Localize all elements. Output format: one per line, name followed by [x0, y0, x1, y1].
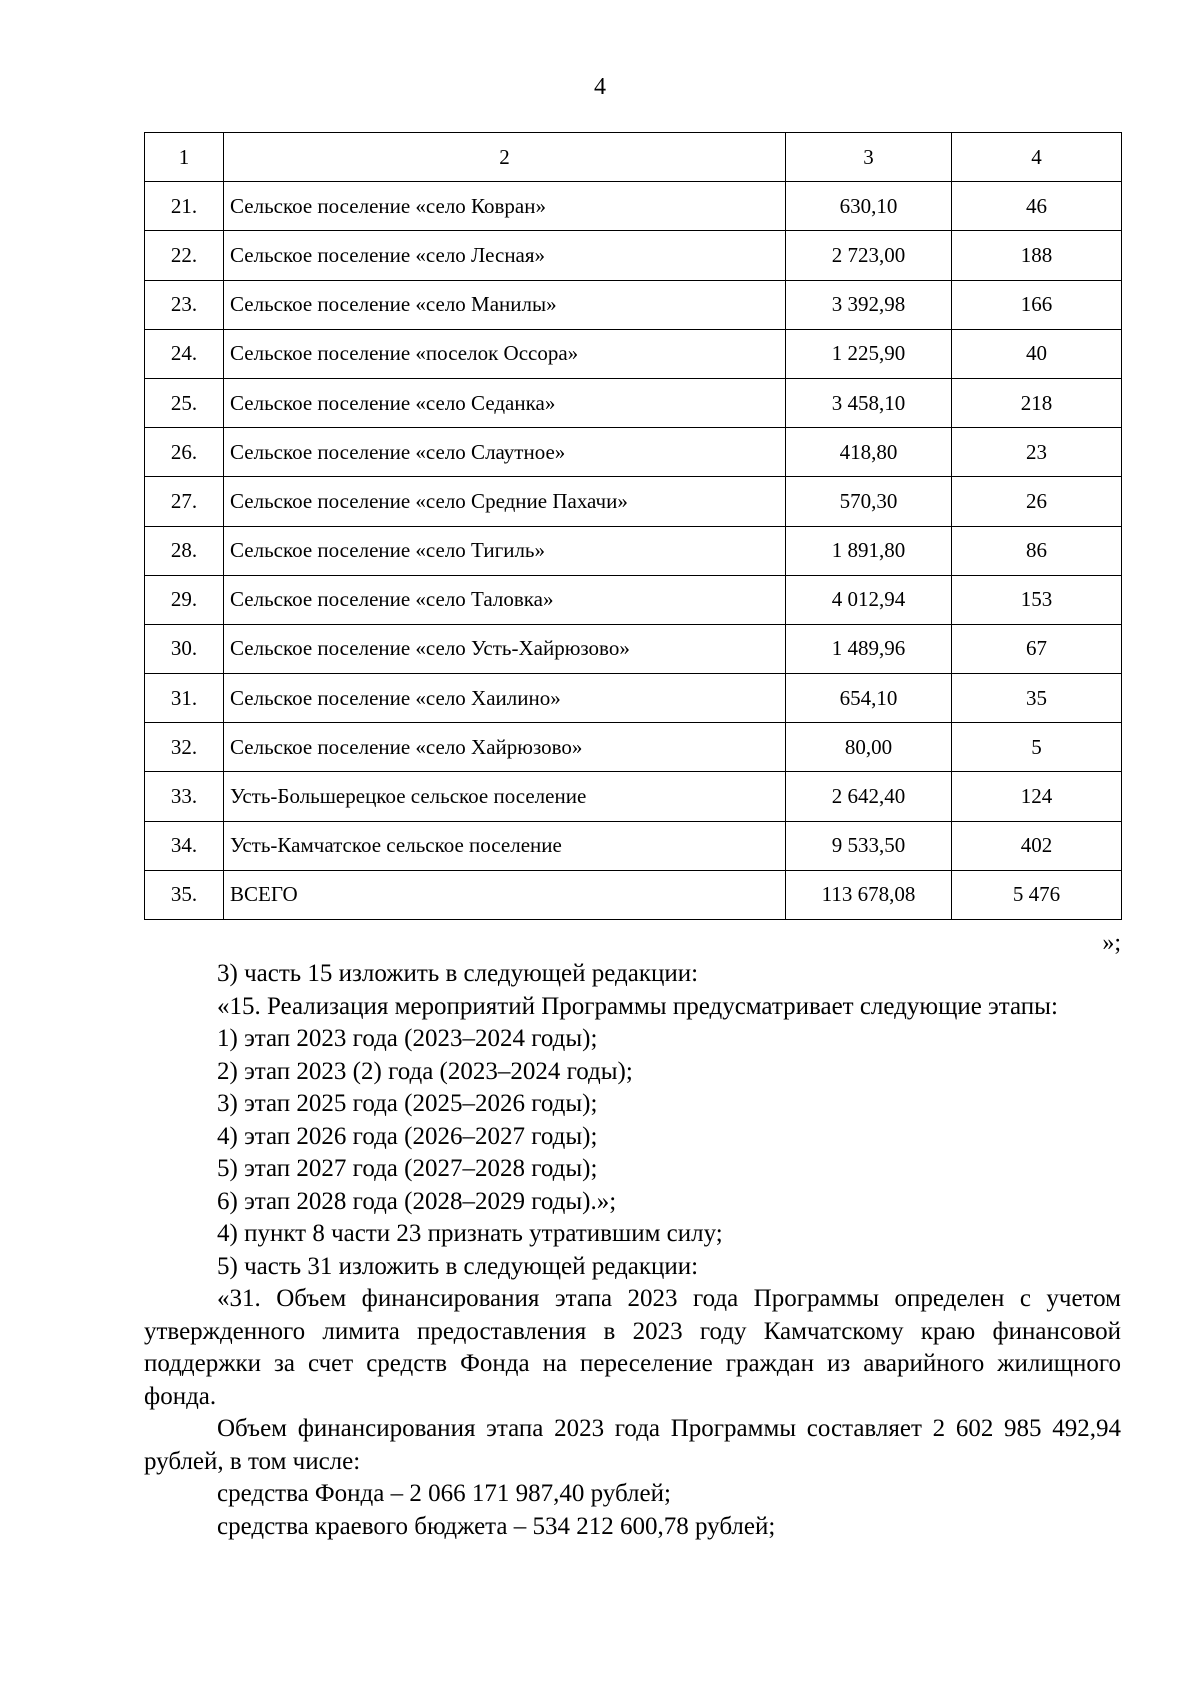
area-value: 80,00 — [786, 723, 952, 772]
area-value: 3 458,10 — [786, 378, 952, 427]
header-col-3: 3 — [786, 133, 952, 182]
area-value: 1 225,90 — [786, 329, 952, 378]
table-row — [145, 428, 1122, 477]
table-row — [145, 575, 1122, 624]
area-value: 570,30 — [786, 477, 952, 526]
people-count: 40 — [952, 329, 1122, 378]
row-number: 23. — [145, 280, 224, 329]
row-number: 24. — [145, 329, 224, 378]
people-count: 5 476 — [952, 870, 1122, 919]
people-count: 23 — [952, 428, 1122, 477]
table-row — [145, 182, 1122, 231]
settlement-name: ВСЕГО — [224, 870, 786, 919]
area-value: 2 642,40 — [786, 772, 952, 821]
people-count: 26 — [952, 477, 1122, 526]
people-count: 5 — [952, 723, 1122, 772]
table-row — [145, 821, 1122, 870]
paragraph-stage-3: 3) этап 2025 года (2025–2026 годы); — [217, 1090, 598, 1117]
settlement-name: Сельское поселение «село Тигиль» — [224, 526, 786, 575]
settlements-table — [144, 132, 1122, 920]
amendment-text — [144, 958, 1121, 1543]
area-value: 113 678,08 — [786, 870, 952, 919]
table-row — [145, 477, 1122, 526]
area-value: 630,10 — [786, 182, 952, 231]
paragraph-fund-amount: средства Фонда – 2 066 171 987,40 рублей; — [217, 1480, 671, 1507]
row-number: 33. — [145, 772, 224, 821]
paragraph-stage-4: 4) этап 2026 года (2026–2027 годы); — [217, 1122, 598, 1150]
people-count: 35 — [952, 674, 1122, 723]
table-row — [145, 231, 1122, 280]
settlement-name: Сельское поселение «село Хаилино» — [224, 674, 786, 723]
area-value: 1 891,80 — [786, 526, 952, 575]
header-col-2: 2 — [224, 133, 786, 182]
settlement-name: Сельское поселение «село Средние Пахачи» — [224, 477, 786, 526]
paragraph-part-31-text: «31. Объем финансирования этапа 2023 года Программы определен с учетом утвержденного лимита предоставления в 2023 году Камчатскому краю финансовой поддержки за счет средств Фонда на переселение граждан из аварийного жилищного фонда. — [144, 1285, 1121, 1410]
settlement-name: Сельское поселение «село Манилы» — [224, 280, 786, 329]
settlement-name: Сельское поселение «село Слаутное» — [224, 428, 786, 477]
people-count: 218 — [952, 378, 1122, 427]
area-value: 1 489,96 — [786, 624, 952, 673]
people-count: 46 — [952, 182, 1122, 231]
people-count: 402 — [952, 821, 1122, 870]
table-row — [145, 723, 1122, 772]
row-number: 27. — [145, 477, 224, 526]
row-number: 26. — [145, 428, 224, 477]
paragraph-part-15-text: «15. Реализация мероприятий Программы предусматривает следующие этапы: — [217, 992, 1058, 1020]
row-number: 25. — [145, 378, 224, 427]
paragraph-part-31-intro: 5) часть 31 изложить в следующей редакции: — [217, 1252, 699, 1280]
table-row — [145, 526, 1122, 575]
settlement-name: Сельское поселение «село Таловка» — [224, 575, 786, 624]
people-count: 86 — [952, 526, 1122, 575]
area-value: 4 012,94 — [786, 575, 952, 624]
area-value: 2 723,00 — [786, 231, 952, 280]
settlement-name: Усть-Камчатское сельское поселение — [224, 821, 786, 870]
paragraph-stage-6: 6) этап 2028 года (2028–2029 годы).»; — [217, 1187, 617, 1215]
settlement-name: Сельское поселение «село Хайрюзово» — [224, 723, 786, 772]
area-value: 9 533,50 — [786, 821, 952, 870]
people-count: 67 — [952, 624, 1122, 673]
row-number: 32. — [145, 723, 224, 772]
table-row — [145, 870, 1122, 919]
table-header-row — [145, 133, 1122, 182]
paragraph-part-15-intro: 3) часть 15 изложить в следующей редакции: — [217, 960, 699, 987]
row-number: 34. — [145, 821, 224, 870]
settlement-name: Сельское поселение «село Ковран» — [224, 182, 786, 231]
row-number: 28. — [145, 526, 224, 575]
page-number: 4 — [594, 74, 606, 100]
settlement-name: Сельское поселение «село Лесная» — [224, 231, 786, 280]
area-value: 418,80 — [786, 428, 952, 477]
area-value: 3 392,98 — [786, 280, 952, 329]
table-row — [145, 280, 1122, 329]
paragraph-part-23: 4) пункт 8 части 23 признать утратившим силу; — [217, 1220, 723, 1247]
header-col-1: 1 — [145, 133, 224, 182]
row-number: 29. — [145, 575, 224, 624]
header-col-4: 4 — [952, 133, 1122, 182]
people-count: 188 — [952, 231, 1122, 280]
row-number: 35. — [145, 870, 224, 919]
people-count: 124 — [952, 772, 1122, 821]
settlement-name: Сельское поселение «поселок Оссора» — [224, 329, 786, 378]
area-value: 654,10 — [786, 674, 952, 723]
paragraph-regional-budget: средства краевого бюджета – 534 212 600,78 рублей; — [217, 1512, 776, 1540]
table-closing-quote: »; — [1102, 930, 1121, 956]
settlement-name: Сельское поселение «село Усть-Хайрюзово» — [224, 624, 786, 673]
row-number: 21. — [145, 182, 224, 231]
paragraph-stage-1: 1) этап 2023 года (2023–2024 годы); — [217, 1025, 598, 1052]
table-row — [145, 329, 1122, 378]
paragraph-funding-total: Объем финансирования этапа 2023 года Программы составляет 2 602 985 492,94 рублей, в том числе: — [144, 1415, 1121, 1475]
table-row — [145, 624, 1122, 673]
people-count: 153 — [952, 575, 1122, 624]
table-row — [145, 772, 1122, 821]
table-row — [145, 378, 1122, 427]
paragraph-stage-2: 2) этап 2023 (2) года (2023–2024 годы); — [217, 1057, 633, 1085]
row-number: 30. — [145, 624, 224, 673]
paragraph-stage-5: 5) этап 2027 года (2027–2028 годы); — [217, 1155, 598, 1182]
settlement-name: Сельское поселение «село Седанка» — [224, 378, 786, 427]
settlement-name: Усть-Большерецкое сельское поселение — [224, 772, 786, 821]
table-row — [145, 674, 1122, 723]
row-number: 22. — [145, 231, 224, 280]
people-count: 166 — [952, 280, 1122, 329]
row-number: 31. — [145, 674, 224, 723]
